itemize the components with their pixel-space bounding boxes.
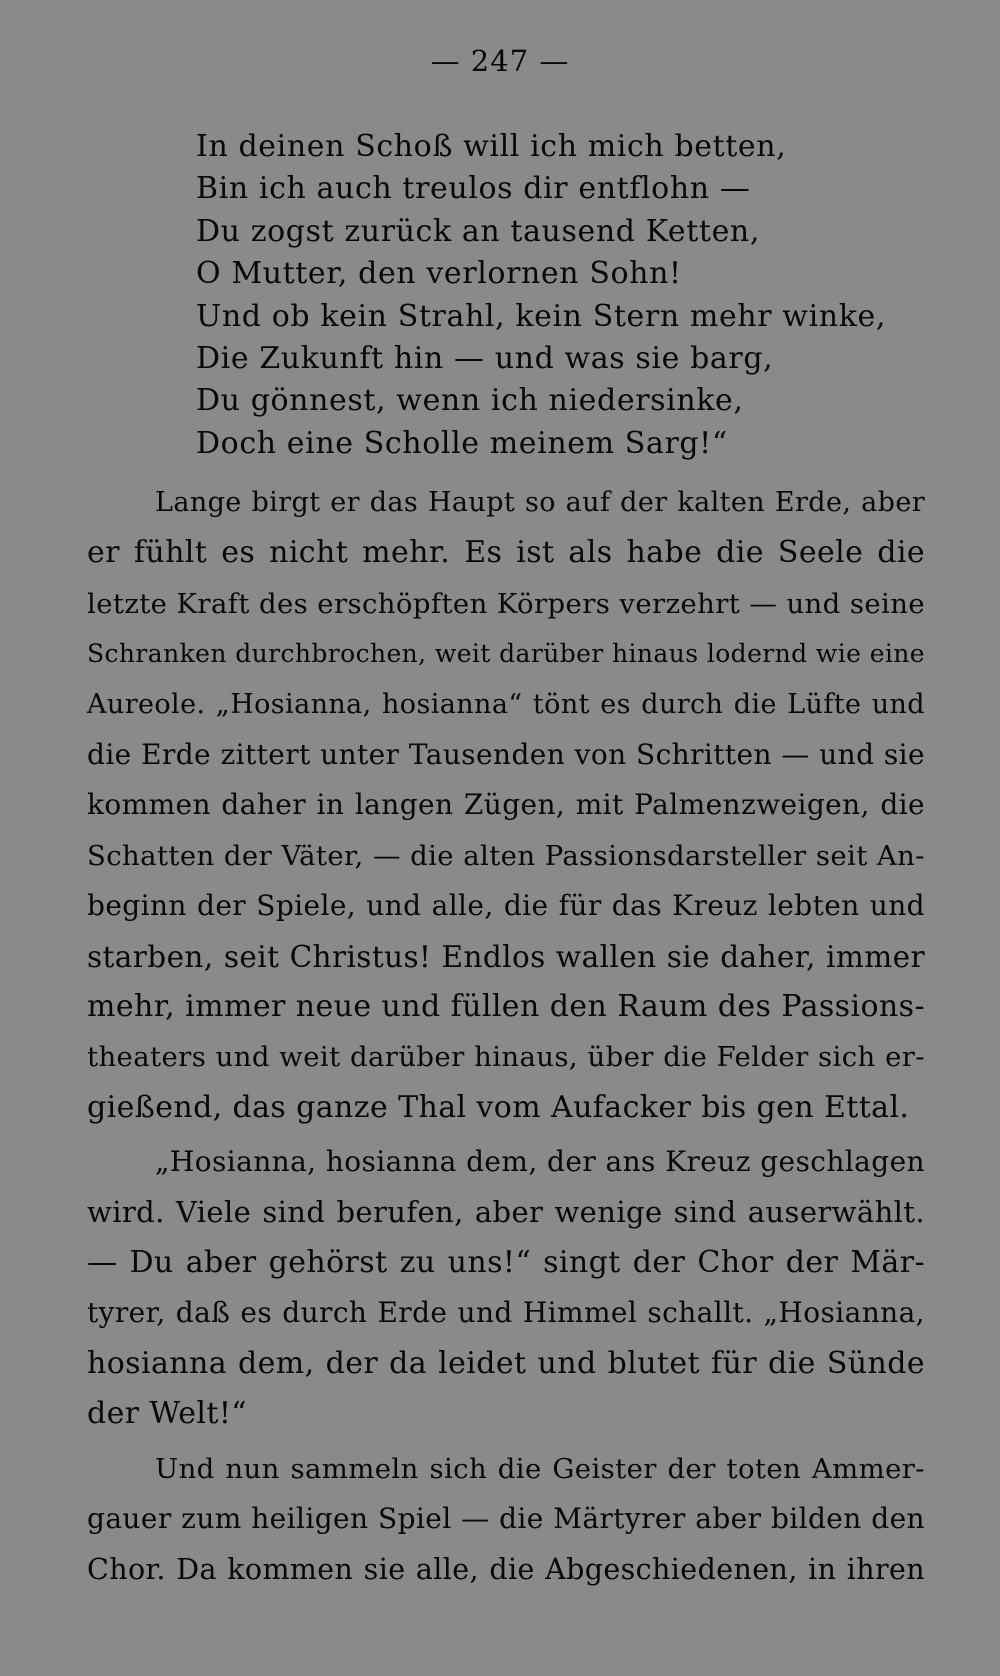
text-line: tyrer, daß es durch Erde und Himmel schallt. „Hosianna,: [87, 1296, 925, 1330]
text-line: Und nun sammeln sich die Geister der toten Ammer-: [155, 1453, 925, 1485]
text-line: hosianna dem, der da leidet und blutet für die Sünde: [87, 1345, 925, 1381]
text-line: Schranken durchbrochen, weit darüber hinaus lodernd wie eine: [87, 639, 925, 669]
text-line: gauer zum heiligen Spiel — die Märtyrer aber bilden den: [87, 1502, 925, 1536]
text-line: letzte Kraft des erschöpften Körpers verzehrt — und seine: [87, 587, 925, 620]
text-line: starben, seit Christus! Endlos wallen sie daher, immer: [87, 939, 925, 974]
paragraph: [87, 1444, 925, 1595]
poem-line: In deinen Schoß will ich mich betten,: [196, 129, 787, 164]
paragraph: [87, 478, 925, 1133]
text-line: — Du aber gehörst zu uns!“ singt der Chor der Mär-: [87, 1244, 925, 1280]
text-line: gießend, das ganze Thal vom Aufacker bis gen Ettal.: [87, 1089, 910, 1125]
text-line: die Erde zittert unter Tausenden von Schritten — und sie: [87, 738, 925, 772]
poem-line: Du zogst zurück an tausend Ketten,: [196, 213, 760, 249]
poem-line: Die Zukunft hin — und was sie barg,: [196, 341, 774, 377]
text-line: Schatten der Väter, — die alten Passionsdarsteller seit An-: [87, 839, 925, 872]
text-line: Aureole. „Hosianna, hosianna“ tönt es durch die Lüfte und: [87, 688, 925, 720]
poem-line: Doch eine Scholle meinem Sarg!“: [196, 425, 728, 461]
poem-line: O Mutter, den verlornen Sohn!: [196, 256, 682, 292]
text-line: mehr, immer neue und füllen den Raum des Passions-: [87, 989, 925, 1025]
poem-line: Du gönnest, wenn ich niedersinke,: [196, 383, 744, 419]
text-line: beginn der Spiele, und alle, die für das Kreuz lebten und: [87, 889, 925, 923]
text-line: kommen daher in langen Zügen, mit Palmenzweigen, die: [87, 788, 925, 822]
text-line: wird. Viele sind berufen, aber wenige sind auserwählt.: [87, 1195, 925, 1230]
text-line: theaters und weit darüber hinaus, über die Felder sich er-: [87, 1041, 925, 1074]
page-number: — 247 —: [430, 44, 570, 78]
text-line: er fühlt es nicht mehr. Es ist als habe die Seele die: [87, 535, 925, 571]
text-line: Lange birgt er das Haupt so auf der kalten Erde, aber: [155, 487, 925, 518]
paragraph: [87, 1137, 925, 1439]
poem-line: Und ob kein Strahl, kein Stern mehr winke,: [196, 298, 886, 334]
text-line: „Hosianna, hosianna dem, der ans Kreuz geschlagen: [155, 1145, 925, 1178]
text-line: der Welt!“: [87, 1396, 248, 1432]
text-line: Chor. Da kommen sie alle, die Abgeschiedenen, in ihren: [87, 1552, 925, 1586]
poem-stanza: [196, 126, 956, 465]
poem-line: Bin ich auch treulos dir entflohn —: [196, 171, 751, 207]
